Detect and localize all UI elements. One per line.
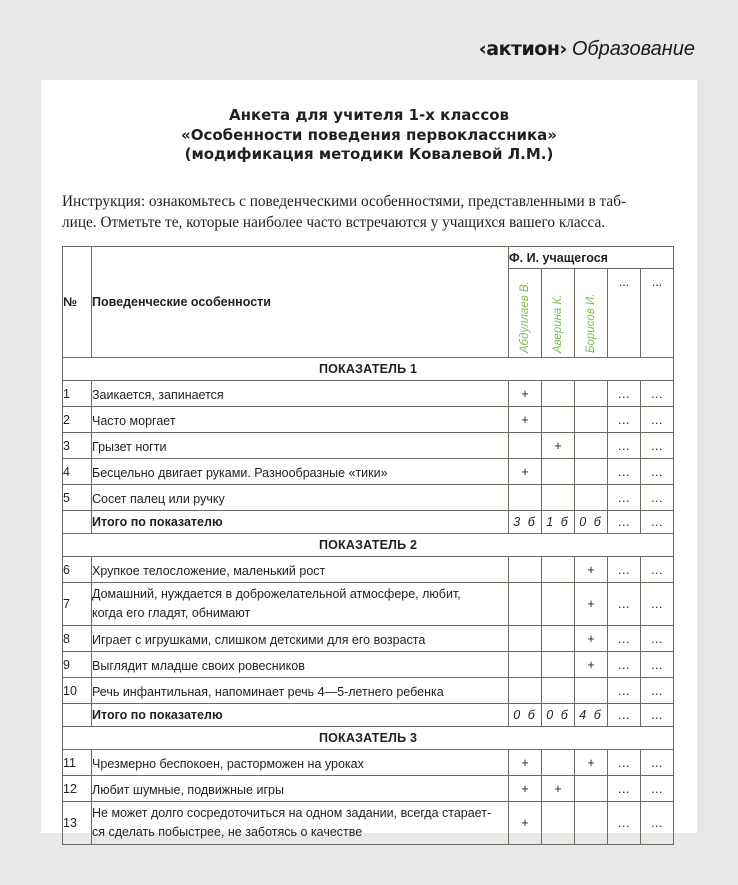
plus-mark-icon[interactable]: + (575, 652, 608, 678)
placeholder-cell: ... (608, 557, 641, 583)
empty-mark-cell[interactable] (509, 557, 542, 583)
total-row (63, 704, 674, 727)
row-number: 8 (63, 626, 92, 652)
empty-mark-cell[interactable] (542, 750, 575, 776)
placeholder-cell: ... (608, 652, 641, 678)
placeholder-cell: ... (641, 776, 674, 802)
row-number: 12 (63, 776, 92, 802)
table-row (63, 776, 674, 802)
placeholder-cell: ... (608, 704, 641, 727)
row-number: 2 (63, 407, 92, 433)
total-score[interactable]: 4 б (575, 704, 608, 727)
brand-name: Образование (571, 38, 695, 60)
placeholder-cell: ... (641, 802, 674, 845)
placeholder-cell: ... (641, 433, 674, 459)
row-feature: Любит шумные, подвижные игры (92, 776, 509, 802)
empty-mark-cell[interactable] (509, 485, 542, 511)
empty-mark-cell[interactable] (542, 557, 575, 583)
empty-mark-cell[interactable] (509, 678, 542, 704)
instruction-text (62, 191, 678, 233)
total-score[interactable]: 0 б (542, 704, 575, 727)
plus-mark-icon[interactable]: + (509, 776, 542, 802)
empty-mark-cell[interactable] (542, 381, 575, 407)
plus-mark-icon[interactable]: + (509, 459, 542, 485)
empty-mark-cell[interactable] (575, 381, 608, 407)
instruction-line: лице. Отметьте те, которые наиболее часто встречаются у учащихся вашего класса. (62, 214, 606, 231)
row-feature: Речь инфантильная, напоминает речь 4—5-летнего ребенка (92, 678, 509, 704)
empty-mark-cell[interactable] (575, 459, 608, 485)
total-score[interactable]: 0 б (575, 511, 608, 534)
placeholder-cell: ... (641, 381, 674, 407)
placeholder-cell: ... (608, 433, 641, 459)
student-placeholder: ... (608, 269, 641, 358)
placeholder-cell: ... (608, 583, 641, 626)
placeholder-cell: ... (608, 381, 641, 407)
section-title: ПОКАЗАТЕЛЬ 3 (63, 727, 674, 750)
plus-mark-icon[interactable]: + (542, 433, 575, 459)
table-row (63, 652, 674, 678)
placeholder-cell: ... (608, 485, 641, 511)
total-row (63, 511, 674, 534)
row-number: 11 (63, 750, 92, 776)
placeholder-cell: ... (608, 750, 641, 776)
placeholder-cell: ... (608, 459, 641, 485)
row-number: 1 (63, 381, 92, 407)
row-feature (92, 583, 509, 626)
document-page (41, 80, 697, 839)
table-row (63, 678, 674, 704)
table-row (63, 433, 674, 459)
empty-mark-cell[interactable] (542, 626, 575, 652)
empty-mark-cell[interactable] (542, 485, 575, 511)
feature-line: когда его гладят, обнимают (92, 606, 251, 620)
questionnaire-table (62, 246, 674, 845)
header-number: № (63, 247, 92, 358)
table-row (63, 626, 674, 652)
table-row (63, 459, 674, 485)
empty-mark-cell[interactable] (509, 433, 542, 459)
placeholder-cell: ... (641, 557, 674, 583)
row-feature: Хрупкое телосложение, маленький рост (92, 557, 509, 583)
title-line: «Особенности поведения первоклассника» (181, 125, 557, 144)
student-name: Абдуллаев В. (519, 281, 531, 353)
row-number: 9 (63, 652, 92, 678)
placeholder-cell: ... (608, 776, 641, 802)
empty-mark-cell[interactable] (575, 776, 608, 802)
feature-line: Не может долго сосредоточиться на одном задании, всегда старает- (92, 806, 492, 820)
student-name-cell (575, 269, 608, 358)
row-feature: Бесцельно двигает руками. Разнообразные «тики» (92, 459, 509, 485)
placeholder-cell: ... (608, 626, 641, 652)
row-number-empty (63, 511, 92, 534)
row-number: 10 (63, 678, 92, 704)
header-feature: Поведенческие особенности (92, 247, 509, 358)
placeholder-cell: ... (608, 511, 641, 534)
section-header-row (63, 358, 674, 381)
student-name-cell (542, 269, 575, 358)
empty-mark-cell[interactable] (542, 583, 575, 626)
empty-mark-cell[interactable] (542, 459, 575, 485)
empty-mark-cell[interactable] (509, 583, 542, 626)
placeholder-cell: ... (641, 652, 674, 678)
section-title: ПОКАЗАТЕЛЬ 1 (63, 358, 674, 381)
row-feature: Сосет палец или ручку (92, 485, 509, 511)
placeholder-cell: ... (608, 802, 641, 845)
placeholder-cell: ... (641, 485, 674, 511)
placeholder-cell: ... (641, 750, 674, 776)
row-number: 6 (63, 557, 92, 583)
row-number: 5 (63, 485, 92, 511)
table-row (63, 750, 674, 776)
total-score[interactable]: 0 б (509, 704, 542, 727)
table-row (63, 381, 674, 407)
row-feature: Грызет ногти (92, 433, 509, 459)
empty-mark-cell[interactable] (542, 652, 575, 678)
row-feature: Чрезмерно беспокоен, расторможен на уроках (92, 750, 509, 776)
row-feature: Заикается, запинается (92, 381, 509, 407)
total-label: Итого по показателю (92, 511, 509, 534)
row-number-empty (63, 704, 92, 727)
placeholder-cell: ... (608, 407, 641, 433)
student-placeholder: ... (641, 269, 674, 358)
instruction-line: Инструкция: ознакомьтесь с поведенческими особенностями, представленными в таб- (62, 193, 627, 210)
feature-line: ся сделать побыстрее, не заботясь о качестве (92, 825, 363, 839)
placeholder-cell: ... (641, 511, 674, 534)
empty-mark-cell[interactable] (542, 802, 575, 845)
empty-mark-cell[interactable] (509, 652, 542, 678)
total-score[interactable]: 3 б (509, 511, 542, 534)
plus-mark-icon[interactable]: + (509, 802, 542, 845)
placeholder-cell: ... (641, 583, 674, 626)
table-body (63, 358, 674, 845)
feature-line: Домашний, нуждается в доброжелательной атмосфере, любит, (92, 587, 461, 601)
brand-mark: ‹актион› (478, 38, 567, 60)
placeholder-cell: ... (641, 626, 674, 652)
plus-mark-icon[interactable]: + (542, 776, 575, 802)
table-row (63, 485, 674, 511)
student-name: Борисов И. (585, 293, 597, 353)
plus-mark-icon[interactable]: + (575, 626, 608, 652)
row-feature: Выглядит младше своих ровесников (92, 652, 509, 678)
student-name-cell (509, 269, 542, 358)
section-title: ПОКАЗАТЕЛЬ 2 (63, 534, 674, 557)
row-feature: Играет с игрушками, слишком детскими для его возраста (92, 626, 509, 652)
plus-mark-icon[interactable]: + (509, 750, 542, 776)
placeholder-cell: ... (608, 678, 641, 704)
empty-mark-cell[interactable] (575, 433, 608, 459)
table-row (63, 557, 674, 583)
table-row (63, 802, 674, 845)
empty-mark-cell[interactable] (575, 802, 608, 845)
empty-mark-cell[interactable] (542, 678, 575, 704)
table-row (63, 407, 674, 433)
placeholder-cell: ... (641, 678, 674, 704)
plus-mark-icon[interactable]: + (575, 750, 608, 776)
empty-mark-cell[interactable] (575, 678, 608, 704)
row-number: 13 (63, 802, 92, 845)
empty-mark-cell[interactable] (542, 407, 575, 433)
placeholder-cell: ... (641, 407, 674, 433)
total-label: Итого по показателю (92, 704, 509, 727)
plus-mark-icon[interactable]: + (509, 381, 542, 407)
plus-mark-icon[interactable]: + (575, 557, 608, 583)
plus-mark-icon[interactable]: + (509, 407, 542, 433)
total-score[interactable]: 1 б (542, 511, 575, 534)
row-number: 7 (63, 583, 92, 626)
row-feature (92, 802, 509, 845)
row-number: 3 (63, 433, 92, 459)
section-header-row (63, 727, 674, 750)
placeholder-cell: ... (641, 459, 674, 485)
empty-mark-cell[interactable] (575, 485, 608, 511)
table-row (63, 583, 674, 626)
row-number: 4 (63, 459, 92, 485)
student-name: Аверина К. (552, 294, 564, 353)
empty-mark-cell[interactable] (509, 626, 542, 652)
title-line: (модификация методики Ковалевой Л.М.) (184, 145, 554, 163)
plus-mark-icon[interactable]: + (575, 583, 608, 626)
title-line: Анкета для учителя 1-х классов (228, 106, 510, 124)
section-header-row (63, 534, 674, 557)
header-student: Ф. И. учащегося (509, 247, 674, 269)
brand-logo (479, 38, 695, 61)
row-feature: Часто моргает (92, 407, 509, 433)
empty-mark-cell[interactable] (575, 407, 608, 433)
document-title (41, 106, 697, 165)
placeholder-cell: ... (641, 704, 674, 727)
